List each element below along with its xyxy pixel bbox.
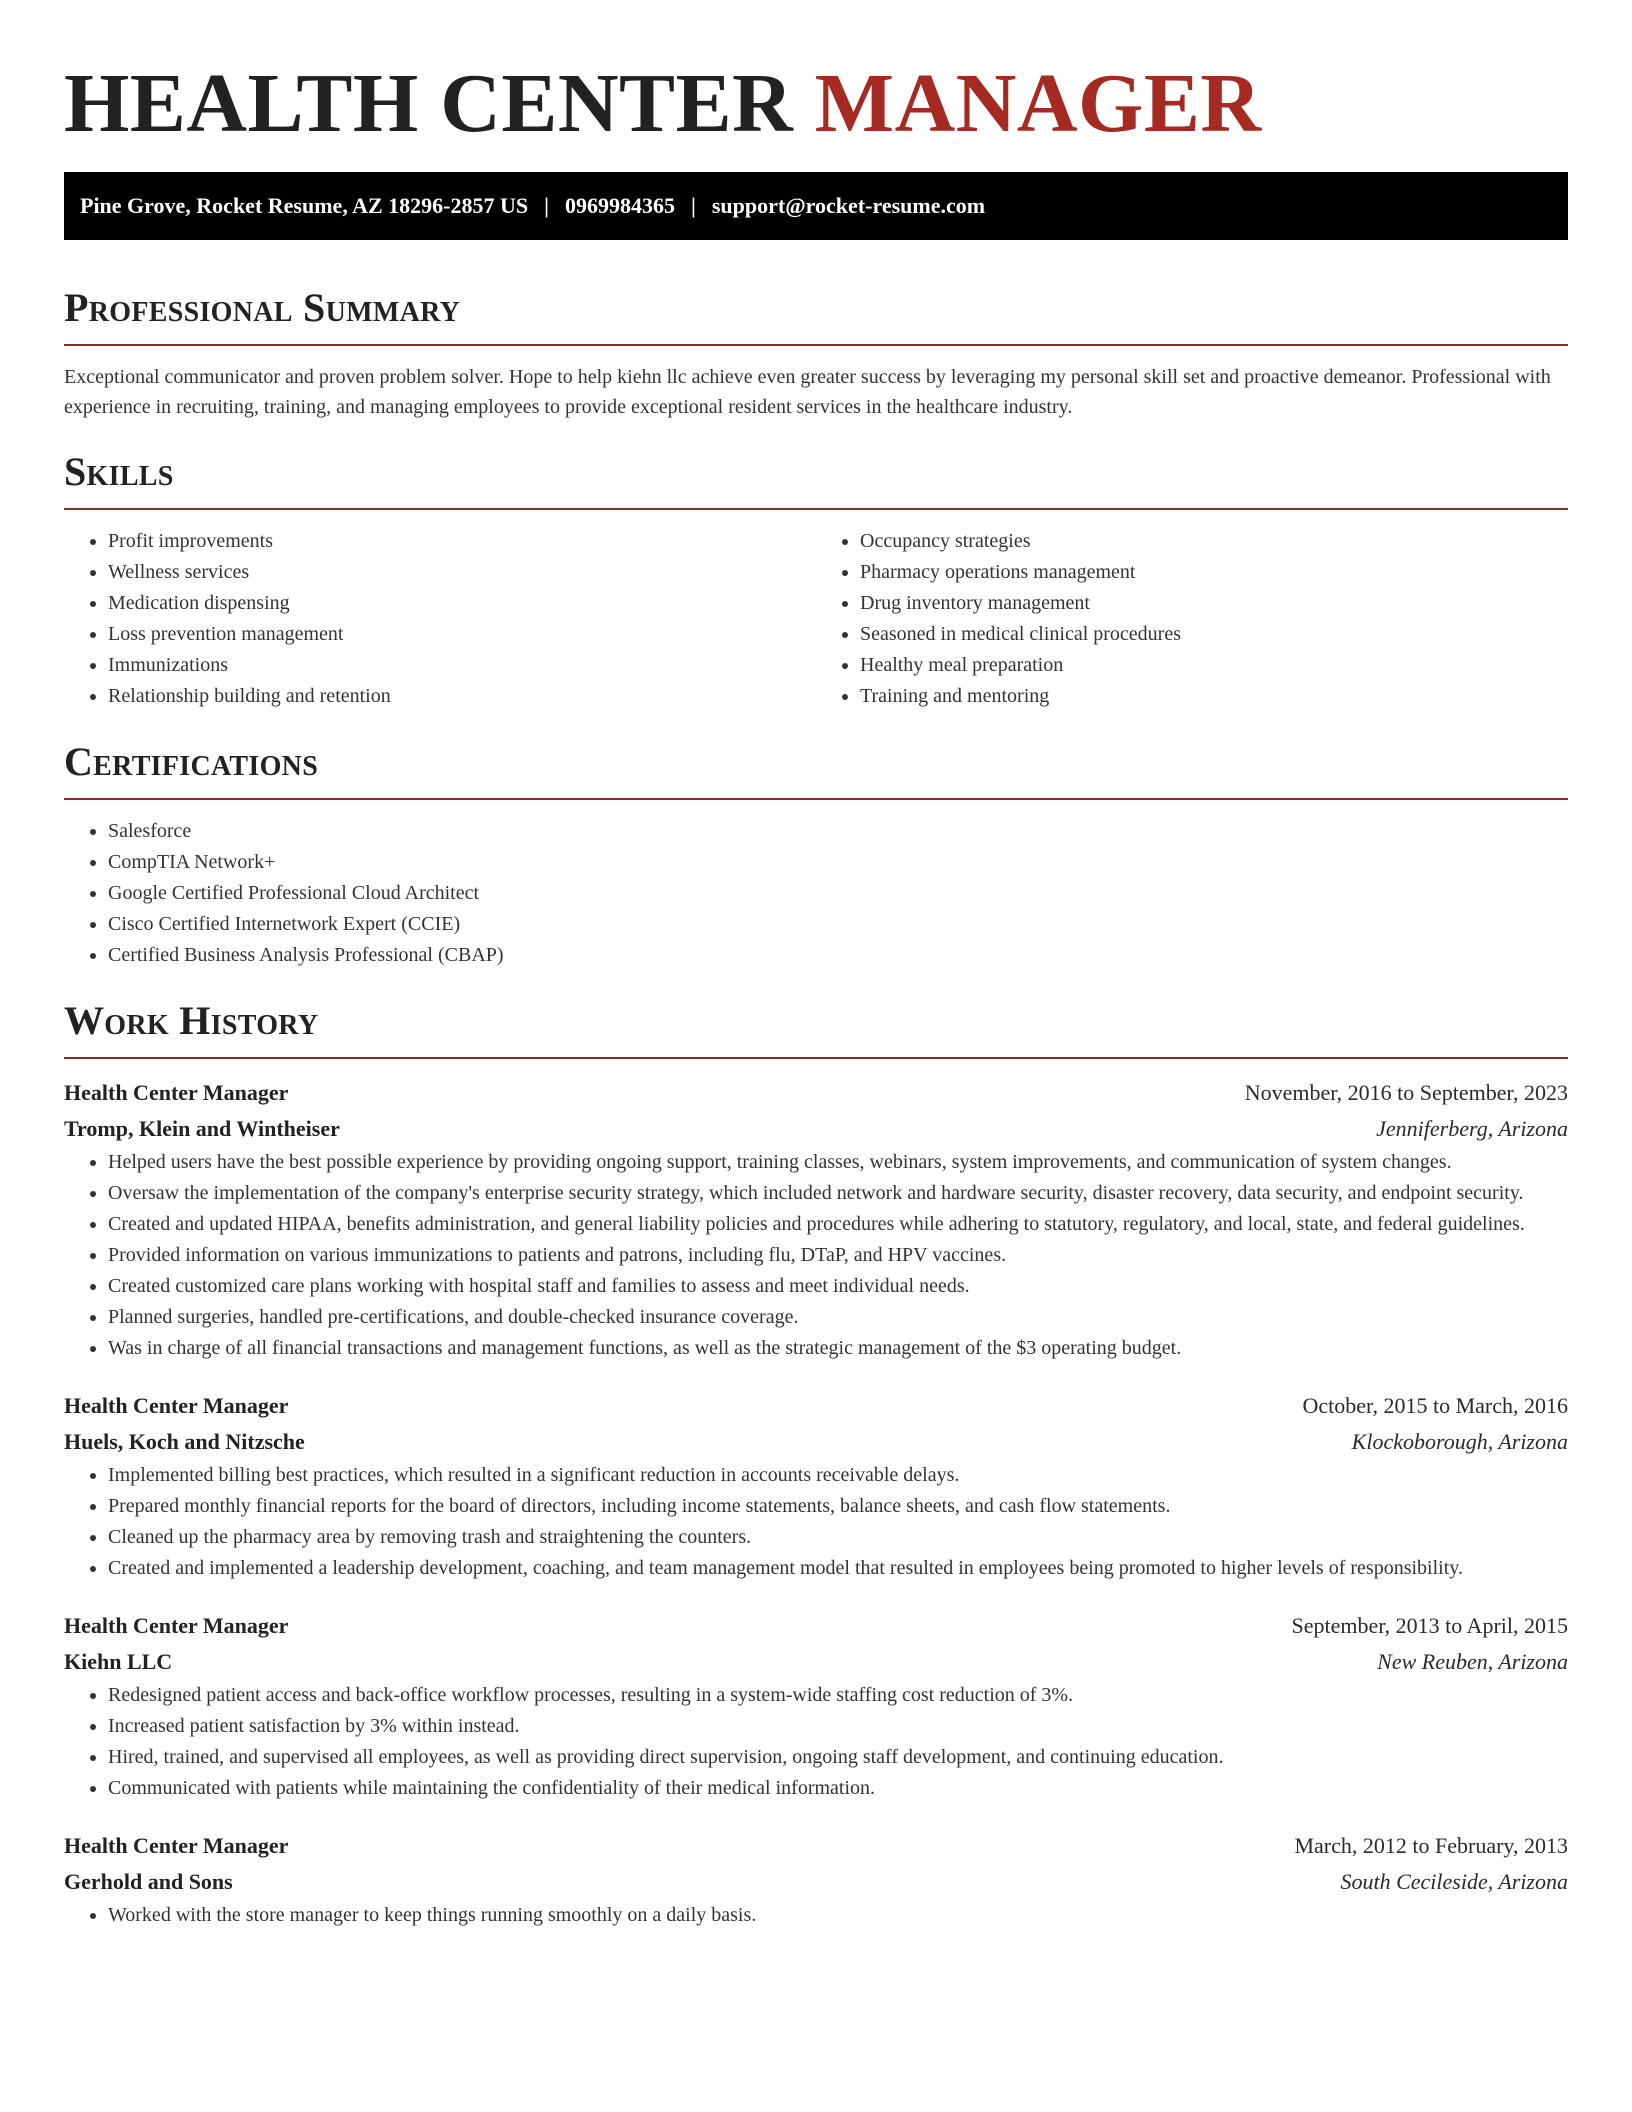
job-title: Health Center Manager bbox=[64, 1833, 289, 1858]
summary-heading: Professional Summary bbox=[64, 285, 461, 330]
contact-bar bbox=[64, 172, 1568, 240]
contact-separator: | bbox=[544, 193, 549, 218]
job-company: Huels, Koch and Nitzsche bbox=[64, 1429, 305, 1454]
skill-item: • Profit improvements bbox=[108, 526, 816, 557]
job-bullet: • Helped users have the best possible experience by providing ongoing support, training classes, webinars, system improvements, and communication of system changes. bbox=[108, 1147, 1568, 1178]
job-bullet: • Worked with the store manager to keep things running smoothly on a daily basis. bbox=[108, 1900, 1568, 1931]
job-title: Health Center Manager bbox=[64, 1613, 289, 1638]
contact-address: Pine Grove, Rocket Resume, AZ 18296-2857 US bbox=[80, 193, 529, 218]
title-accent: MANAGER bbox=[814, 57, 1262, 150]
job-dates: October, 2015 to March, 2016 bbox=[1302, 1393, 1568, 1418]
skills-grid bbox=[64, 526, 1568, 712]
skill-item: • Wellness services bbox=[108, 557, 816, 588]
job-entry bbox=[64, 1608, 1568, 1804]
job-bullet: • Planned surgeries, handled pre-certifications, and double-checked insurance coverage. bbox=[108, 1302, 1568, 1333]
skill-item: • Relationship building and retention bbox=[108, 681, 816, 712]
job-header bbox=[64, 1608, 1568, 1644]
skill-item: • Healthy meal preparation bbox=[860, 650, 1568, 681]
certification-item: • CompTIA Network+ bbox=[108, 847, 1568, 878]
job-bullets bbox=[64, 1680, 1568, 1804]
job-dates: November, 2016 to September, 2023 bbox=[1244, 1080, 1568, 1105]
skill-item: • Training and mentoring bbox=[860, 681, 1568, 712]
job-dates: March, 2012 to February, 2013 bbox=[1294, 1833, 1568, 1858]
job-bullet: • Created and implemented a leadership development, coaching, and team management model that resulted in employees being promoted to higher levels of responsibility. bbox=[108, 1553, 1568, 1584]
job-bullet: • Implemented billing best practices, which resulted in a significant reduction in accounts receivable delays. bbox=[108, 1460, 1568, 1491]
contact-separator: | bbox=[690, 193, 696, 218]
section-divider bbox=[64, 798, 1568, 800]
page-title bbox=[64, 0, 1568, 154]
certification-item: • Cisco Certified Internetwork Expert (CCIE) bbox=[108, 909, 1568, 940]
summary-section bbox=[64, 284, 1568, 422]
section-divider bbox=[64, 508, 1568, 510]
skills-list-left bbox=[64, 526, 816, 712]
job-bullet: • Hired, trained, and supervised all employees, as well as providing direct supervision, ongoing staff development, and continuing education. bbox=[108, 1742, 1568, 1773]
title-main: HEALTH CENTER bbox=[64, 57, 794, 150]
job-bullet: • Cleaned up the pharmacy area by removing trash and straightening the counters. bbox=[108, 1522, 1568, 1553]
job-bullets bbox=[64, 1460, 1568, 1584]
job-location: Klockoborough, Arizona bbox=[1351, 1429, 1568, 1454]
section-divider bbox=[64, 1057, 1568, 1059]
skills-section bbox=[64, 448, 1568, 712]
certifications-heading: Certifications bbox=[64, 739, 319, 784]
job-bullet: • Increased patient satisfaction by 3% within instead. bbox=[108, 1711, 1568, 1742]
job-header bbox=[64, 1828, 1568, 1864]
job-bullet: • Created and updated HIPAA, benefits administration, and general liability policies and procedures while adhering to statutory, regulatory, and local, state, and federal guidelines. bbox=[108, 1209, 1568, 1240]
job-bullets bbox=[64, 1900, 1568, 1931]
job-bullet: • Created customized care plans working with hospital staff and families to assess and meet individual needs. bbox=[108, 1271, 1568, 1302]
job-company: Gerhold and Sons bbox=[64, 1869, 233, 1894]
contact-phone: 0969984365 bbox=[564, 193, 675, 218]
skill-item: • Pharmacy operations management bbox=[860, 557, 1568, 588]
skill-item: • Occupancy strategies bbox=[860, 526, 1568, 557]
job-bullets bbox=[64, 1147, 1568, 1364]
job-bullet: • Redesigned patient access and back-office workflow processes, resulting in a system-wide staffing cost reduction of 3%. bbox=[108, 1680, 1568, 1711]
job-entry bbox=[64, 1075, 1568, 1364]
summary-text: Exceptional communicator and proven problem solver. Hope to help kiehn llc achieve even greater success by leveraging my personal skill set and proactive demeanor. Professional with experience in recruiting, training, and managing employees to provide exceptional resident services in the healthcare industry. bbox=[64, 366, 1551, 418]
job-header bbox=[64, 1075, 1568, 1111]
job-bullet: • Communicated with patients while maintaining the confidentiality of their medical information. bbox=[108, 1773, 1568, 1804]
work-history-section bbox=[64, 997, 1568, 1931]
job-dates: September, 2013 to April, 2015 bbox=[1291, 1613, 1568, 1638]
skill-item: • Seasoned in medical clinical procedures bbox=[860, 619, 1568, 650]
certification-item: • Google Certified Professional Cloud Architect bbox=[108, 878, 1568, 909]
job-subheader bbox=[64, 1111, 1568, 1147]
job-location: South Cecileside, Arizona bbox=[1340, 1869, 1568, 1894]
job-title: Health Center Manager bbox=[64, 1080, 289, 1105]
job-subheader bbox=[64, 1644, 1568, 1680]
job-entry bbox=[64, 1828, 1568, 1931]
job-bullet: • Provided information on various immunizations to patients and patrons, including flu, DTaP, and HPV vaccines. bbox=[108, 1240, 1568, 1271]
skill-item: • Drug inventory management bbox=[860, 588, 1568, 619]
certification-item: • Salesforce bbox=[108, 816, 1568, 847]
job-entry bbox=[64, 1388, 1568, 1584]
job-bullet: • Prepared monthly financial reports for the board of directors, including income statements, balance sheets, and cash flow statements. bbox=[108, 1491, 1568, 1522]
certifications-section bbox=[64, 738, 1568, 971]
skill-item: • Medication dispensing bbox=[108, 588, 816, 619]
skill-item: • Immunizations bbox=[108, 650, 816, 681]
job-location: New Reuben, Arizona bbox=[1377, 1649, 1568, 1674]
job-bullet: • Was in charge of all financial transactions and management functions, as well as the strategic management of the $3 operating budget. bbox=[108, 1333, 1568, 1364]
job-location: Jenniferberg, Arizona bbox=[1376, 1116, 1568, 1141]
job-company: Kiehn LLC bbox=[64, 1649, 173, 1674]
job-subheader bbox=[64, 1864, 1568, 1900]
certification-item: • Certified Business Analysis Professional (CBAP) bbox=[108, 940, 1568, 971]
skills-list-right bbox=[816, 526, 1568, 712]
contact-email: support@rocket-resume.com bbox=[711, 193, 986, 218]
job-header bbox=[64, 1388, 1568, 1424]
skills-heading: Skills bbox=[64, 449, 174, 494]
job-bullet: • Oversaw the implementation of the company's enterprise security strategy, which included network and hardware security, disaster recovery, data security, and endpoint security. bbox=[108, 1178, 1568, 1209]
job-title: Health Center Manager bbox=[64, 1393, 289, 1418]
certifications-list bbox=[64, 816, 1568, 971]
job-subheader bbox=[64, 1424, 1568, 1460]
work-history-heading: Work History bbox=[64, 998, 319, 1043]
section-divider bbox=[64, 344, 1568, 346]
job-company: Tromp, Klein and Wintheiser bbox=[64, 1116, 340, 1141]
skill-item: • Loss prevention management bbox=[108, 619, 816, 650]
